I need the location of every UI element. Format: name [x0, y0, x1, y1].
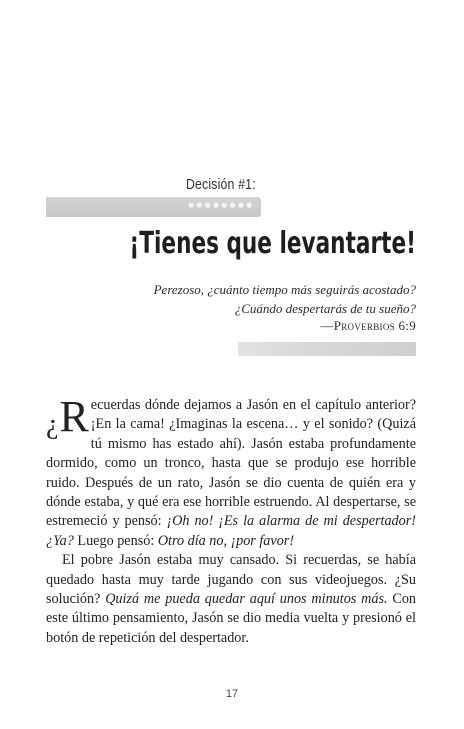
- drop-cap-question-mark: ¿: [46, 409, 59, 440]
- chapter-title: ¡Tienes que levantarte!: [129, 226, 416, 261]
- epigraph-line-2: ¿Cuándo despertarás de tu sueño?: [234, 301, 416, 316]
- page-number: 17: [225, 688, 239, 700]
- paragraph-2-text-b: Con este último pensamiento, Jasón se dio media vuelta y presionó el botón de repetición del despertador.: [46, 591, 417, 646]
- epigraph-source: —Proverbios 6:9: [320, 318, 416, 333]
- dots-ornament: ●●●●●●●●: [188, 201, 255, 209]
- paragraph-2-text-a: El pobre Jasón estaba muy cansado. Si recuerdas, se había quedado hasta muy tarde jugando con sus videojuegos. ¿Su solución?: [46, 552, 416, 608]
- paragraph-2-italic-a: Quizá me pueda quedar aquí unos minutos más.: [105, 591, 388, 608]
- decorative-ornament-bar: [238, 342, 416, 356]
- paragraph-1-italic-b: Otro día no, ¡por favor!: [157, 532, 295, 549]
- paragraph-1-italic-a: ¡Oh no! ¡Es la alarma de mi despertador! ¿Ya?: [46, 513, 416, 549]
- drop-cap-letter: R: [59, 392, 89, 441]
- decision-label: Decisión #1:: [186, 176, 256, 193]
- paragraph-1-text-a: ecuerdas dónde dejamos a Jasón en el capítulo anterior? ¡En la cama! ¿Imaginas la escena… y el sonido? (Quizá tú mismo has estado ahí). Jasón estaba profundamente dormido, como un tronco, hasta que se produjo ese horrible ruido. Después de un rato, Jasón se dio cuenta de quién era y dónde estaba, y qué era ese horrible estruendo. Al despertarse, se estremeció y pensó:: [46, 397, 416, 530]
- paragraph-2: [46, 551, 416, 648]
- body-text: [46, 392, 417, 648]
- drop-cap: [46, 392, 89, 441]
- epigraph-line-1: Perezoso, ¿cuánto tiempo más seguirás acostado?: [153, 282, 416, 297]
- epigraph-quote: [86, 280, 416, 318]
- paragraph-1: [46, 392, 416, 551]
- paragraph-1-text-b: Luego pensó:: [73, 532, 158, 549]
